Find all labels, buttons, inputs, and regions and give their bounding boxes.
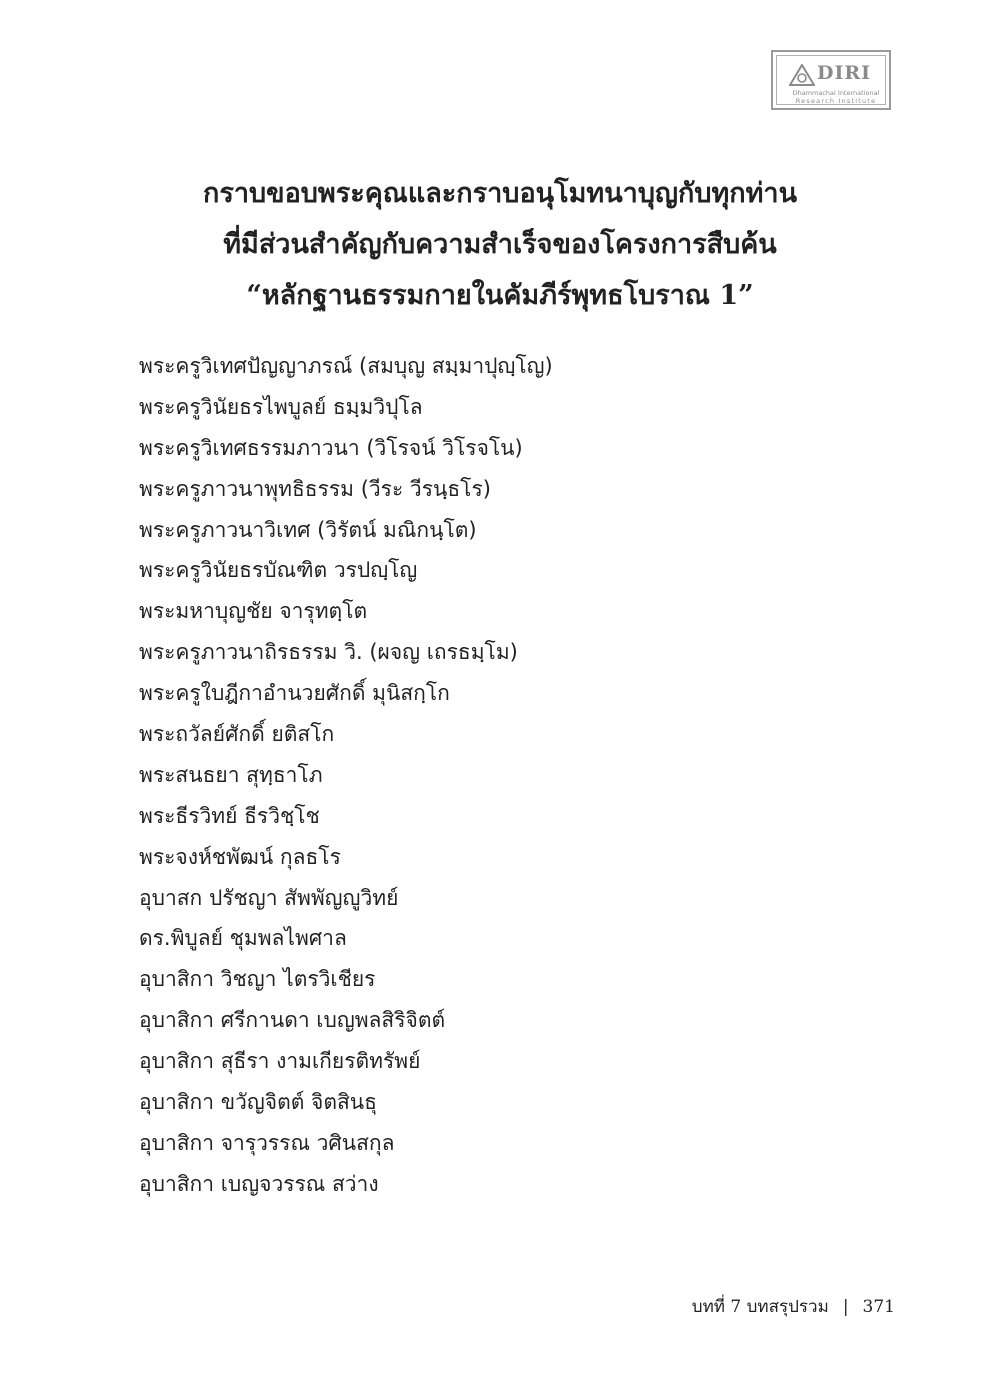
name-list-item: พระธีรวิทย์ ธีรวิชฺโช bbox=[139, 803, 320, 828]
footer-separator: | bbox=[842, 1297, 849, 1317]
heading-line: ที่มีส่วนสำคัญกับความสำเร็จของโครงการสืบค้น bbox=[223, 229, 777, 260]
acknowledged-names-list bbox=[139, 346, 899, 1205]
name-list-item: พระมหาบุญชัย จารุทตฺโต bbox=[139, 599, 368, 624]
acknowledgement-heading bbox=[0, 168, 1000, 321]
name-list-item: พระครูใบฎีกาอำนวยศักดิ์ มุนิสกฺโก bbox=[139, 681, 450, 706]
page-footer bbox=[692, 1293, 895, 1320]
logo-subtitle-line-2: Research Institute bbox=[795, 97, 877, 105]
name-list-item: อุบาสิกา เบญจวรรณ สว่าง bbox=[139, 1171, 379, 1196]
chapter-title: บทที่ 7 บทสรุปรวม bbox=[691, 1297, 829, 1317]
name-list-item: อุบาสิกา สุธีรา งามเกียรติทรัพย์ bbox=[139, 1049, 421, 1074]
heading-line: “หลักฐานธรรมกายในคัมภีร์พุทธโบราณ 1” bbox=[246, 280, 754, 311]
logo-wordmark: DIRI bbox=[817, 62, 872, 84]
logo-frame bbox=[776, 55, 886, 105]
name-list-item: พระครูวินัยธรไพบูลย์ ธมฺมวิปุโล bbox=[139, 394, 423, 419]
name-list-item: พระจงห์ชพัฒน์ กุลธโร bbox=[139, 844, 341, 869]
name-list-item: พระครูภาวนาวิเทศ (วิรัตน์ มณิกนฺโต) bbox=[139, 517, 477, 542]
name-list-item: ดร.พิบูลย์ ชุมพลไพศาล bbox=[139, 926, 347, 951]
diri-logo bbox=[771, 50, 891, 110]
name-list-item: อุบาสิกา วิชญา ไตรวิเชียร bbox=[139, 967, 376, 992]
name-list-item: พระครูวินัยธรบัณฑิต วรปญฺโญ bbox=[139, 558, 418, 583]
name-list-item: พระครูวิเทศธรรมภาวนา (วิโรจน์ วิโรจโน) bbox=[139, 435, 523, 460]
page-number: 371 bbox=[862, 1297, 895, 1317]
name-list-item: พระครูภาวนาพุทธิธรรม (วีระ วีรนฺธโร) bbox=[139, 476, 491, 501]
name-list-item: พระครูวิเทศปัญญาภรณ์ (สมบุญ สมฺมาปุญฺโญ) bbox=[139, 354, 553, 378]
name-list-item: อุบาสิกา จารุวรรณ วศินสกุล bbox=[139, 1130, 395, 1155]
name-list-item: พระถวัลย์ศักดิ์ ยติสโก bbox=[139, 722, 335, 747]
name-list-item: พระครูภาวนาถิรธรรม วิ. (ผจญ เถรธมฺโม) bbox=[139, 640, 518, 665]
name-list-item: อุบาสก ปรัชญา สัพพัญญูวิทย์ bbox=[139, 885, 399, 910]
name-list-item: อุบาสิกา ศรีกานดา เบญพลสิริจิตต์ bbox=[139, 1008, 446, 1033]
name-list-item: พระสนธยา สุทฺธาโภ bbox=[139, 762, 323, 787]
name-list-item: อุบาสิกา ขวัญจิตต์ จิตสินธุ bbox=[139, 1090, 377, 1115]
dhammachai-triangle-icon bbox=[789, 64, 815, 86]
heading-line: กราบขอบพระคุณและกราบอนุโมทนาบุญกับทุกท่าน bbox=[202, 178, 798, 209]
logo-subtitle-line-1: Dhammachai International bbox=[792, 89, 880, 97]
